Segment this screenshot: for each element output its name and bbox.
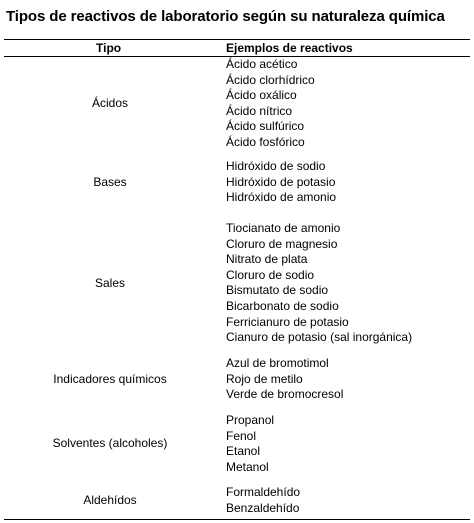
list-item: Ácido clorhídrico [226, 72, 315, 87]
list-item: Propanol [226, 413, 275, 427]
list-item: Metanol [226, 459, 269, 474]
ejemplos-cell [226, 221, 412, 346]
tipo-cell: Sales [94, 275, 126, 290]
column-header-tipo: Tipo [96, 41, 122, 55]
list-item: Etanol [226, 444, 261, 459]
list-item: Tiocianato de amonio [226, 221, 341, 235]
tipo-cell: Ácidos [91, 96, 129, 110]
table-bottom-rule [4, 519, 470, 520]
column-header-ejemplos: Ejemplos de reactivos [226, 41, 353, 55]
list-item: Fenol [226, 428, 257, 443]
list-item: Ferricianuro de potasio [226, 314, 349, 329]
ejemplos-cell [226, 57, 315, 151]
list-item: Verde de bromocresol [226, 387, 344, 402]
page-title: Tipos de reactivos de laboratorio según su naturaleza química [6, 8, 445, 25]
list-item: Formaldehído [226, 485, 301, 499]
tipo-cell: Indicadores químicos [53, 371, 167, 386]
tipo-cell: Aldehídos [83, 492, 137, 507]
ejemplos-cell [226, 356, 343, 403]
list-item: Rojo de metilo [226, 371, 303, 386]
ejemplos-cell [226, 413, 274, 475]
list-item: Bismutato de sodio [226, 283, 329, 298]
list-item: Benzaldehído [226, 500, 300, 515]
list-item: Ácido sulfúrico [226, 119, 305, 134]
list-item: Azul de bromotimol [226, 356, 329, 370]
list-item: Hidróxido de sodio [226, 159, 326, 173]
list-item: Ácido nítrico [226, 103, 293, 118]
list-item: Cloruro de sodio [226, 267, 315, 282]
list-item: Bicarbonato de sodio [226, 298, 339, 313]
list-item: Ácido acético [226, 57, 298, 71]
list-item: Nitrato de plata [226, 252, 308, 267]
tipo-cell: Bases [93, 174, 127, 189]
list-item: Hidróxido de amonio [226, 190, 337, 205]
list-item: Cianuro de potasio (sal inorgánica) [226, 330, 413, 345]
list-item: Ácido oxálico [226, 88, 297, 103]
list-item: Ácido fosfórico [226, 134, 305, 149]
ejemplos-cell [226, 485, 300, 516]
table-top-rule [4, 39, 470, 40]
list-item: Hidróxido de potasio [226, 174, 336, 189]
tipo-cell: Solventes (alcoholes) [52, 436, 168, 451]
list-item: Cloruro de magnesio [226, 236, 338, 251]
ejemplos-cell [226, 159, 336, 206]
